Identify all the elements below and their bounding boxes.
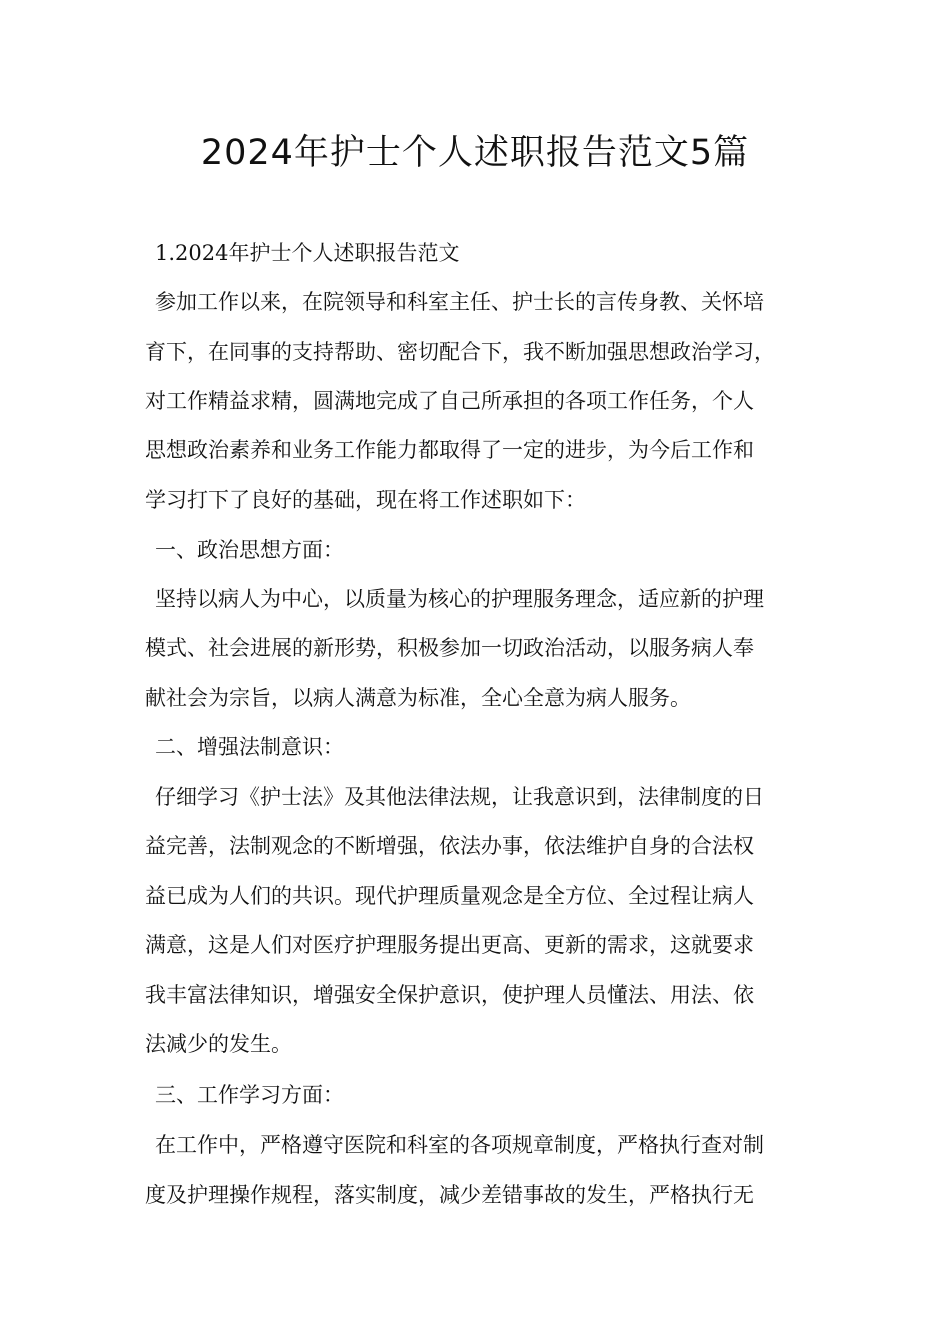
section-heading: 三、工作学习方面： — [155, 1083, 344, 1107]
paragraph-line: 对工作精益求精，圆满地完成了自己所承担的各项工作任务，个人 — [145, 389, 754, 413]
section-heading: 一、政治思想方面： — [155, 538, 344, 562]
paragraph-line: 在工作中，严格遵守医院和科室的各项规章制度，严格执行查对制 — [155, 1133, 764, 1157]
paragraph-line: 育下，在同事的支持帮助、密切配合下，我不断加强思想政治学习， — [145, 340, 775, 364]
paragraph-line: 益完善，法制观念的不断增强，依法办事，依法维护自身的合法权 — [145, 834, 754, 858]
paragraph-line: 参加工作以来，在院领导和科室主任、护士长的言传身教、关怀培 — [155, 290, 764, 314]
section-heading: 1.2024年护士个人述职报告范文 — [155, 241, 460, 265]
paragraph-line: 度及护理操作规程，落实制度，减少差错事故的发生，严格执行无 — [145, 1183, 754, 1207]
paragraph-line: 法减少的发生。 — [145, 1032, 292, 1056]
paragraph-line: 思想政治素养和业务工作能力都取得了一定的进步，为今后工作和 — [145, 438, 754, 462]
paragraph-line: 模式、社会进展的新形势，积极参加一切政治活动，以服务病人奉 — [145, 636, 754, 660]
paragraph-line: 我丰富法律知识，增强安全保护意识，使护理人员懂法、用法、依 — [145, 983, 754, 1007]
paragraph-line: 益已成为人们的共识。现代护理质量观念是全方位、全过程让病人 — [145, 884, 754, 908]
paragraph-line: 献社会为宗旨，以病人满意为标准，全心全意为病人服务。 — [145, 686, 691, 710]
section-heading: 二、增强法制意识： — [155, 735, 344, 759]
document-title: 2024年护士个人述职报告范文5篇 — [200, 133, 750, 173]
paragraph-line: 满意，这是人们对医疗护理服务提出更高、更新的需求，这就要求 — [145, 933, 754, 957]
paragraph-line: 仔细学习《护士法》及其他法律法规，让我意识到，法律制度的日 — [155, 785, 764, 809]
paragraph-line: 坚持以病人为中心，以质量为核心的护理服务理念，适应新的护理 — [155, 587, 764, 611]
paragraph-line: 学习打下了良好的基础，现在将工作述职如下： — [145, 488, 586, 512]
